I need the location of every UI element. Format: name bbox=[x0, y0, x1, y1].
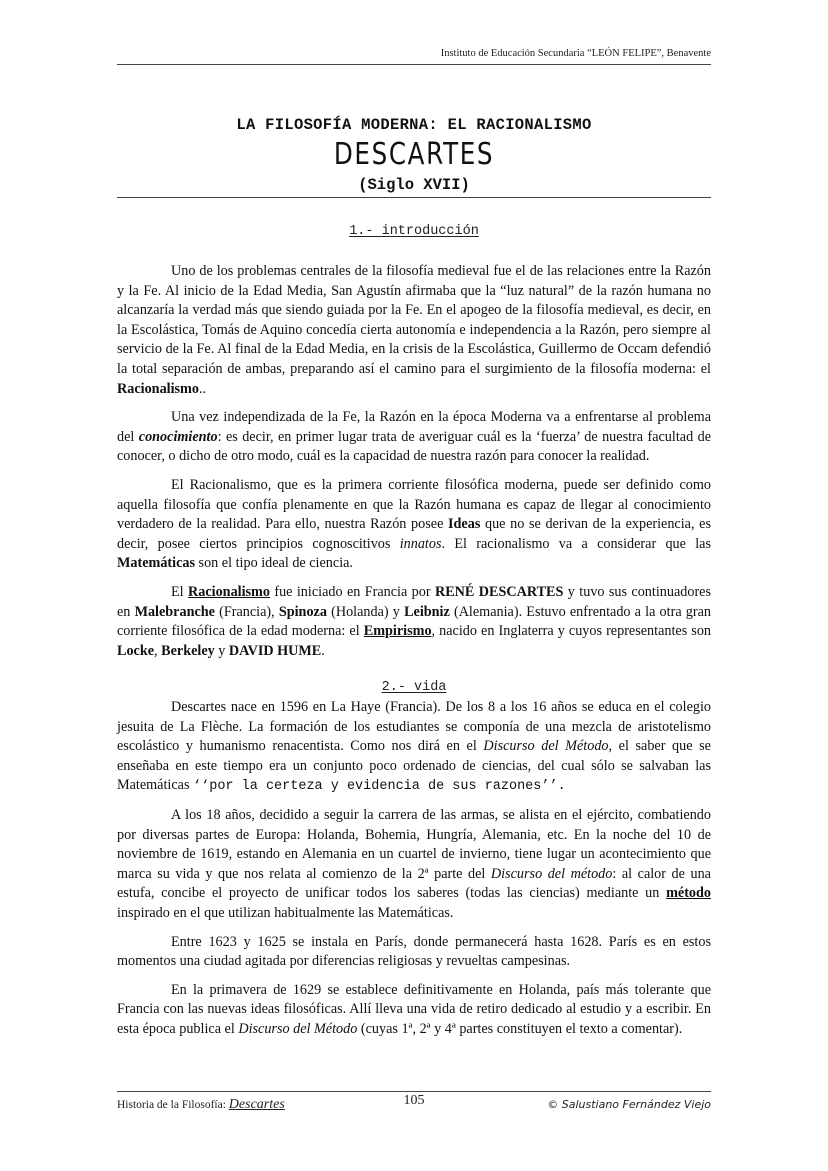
header-divider bbox=[117, 64, 711, 65]
paragraph: Entre 1623 y 1625 se instala en París, donde permanecerá hasta 1628. París es en estos momentos una ciudad agitada por diferencias religiosas y revueltas campesinas. bbox=[117, 933, 711, 970]
section-heading-text: 2.- vida bbox=[381, 680, 447, 695]
section-heading-vida bbox=[117, 680, 711, 695]
paragraph: Uno de los problemas centrales de la filosofía medieval fue el de las relaciones entre la Razón y la Fe. Al inicio de la Edad Media, San Agustín afirmaba que la “luz natural” de la razón humana no alcanzaría la verdad más que siendo guiada por la Fe. En el apogeo de la filosofía medieval, es decir, en la Escolástica, Tomás de Aquino concedía cierta autonomía e independencia a la Razón, pero siempre al servicio de la Fe. Al final de la Edad Media, en la crisis de la Escolástica, Guillermo de Occam defendió la total separación de ambas, preparando así el camino para el surgimiento de la filosofía moderna: el Racionalismo.. bbox=[117, 263, 711, 397]
supertitle: LA FILOSOFÍA MODERNA: EL RACIONALISMO bbox=[236, 116, 592, 134]
footer-divider bbox=[117, 1091, 711, 1092]
footer-topic: Descartes bbox=[228, 1097, 285, 1112]
section-heading-text: 1.- introducción bbox=[349, 224, 479, 239]
paragraph: Descartes nace en 1596 en La Haye (Francia). De los 8 a los 16 años se educa en el colegio jesuita de La Flèche. La formación de los estudiantes se componía de una mezcla de aristotelismo escolástico y humanismo renacentista. Como nos dirá en el Discurso del Método, el saber que se enseñaba en este tiempo era un conjunto poco ordenado de ciencias, del cual sólo se salvaban las Matemáticas ‘‘por la certeza y evidencia de sus razones’’. bbox=[117, 699, 711, 795]
page-footer bbox=[117, 1094, 711, 1114]
running-header: Instituto de Educación Secundaria “LEÓN FELIPE”, Benavente bbox=[440, 48, 711, 59]
footer-course: Historia de la Filosofía: Descartes bbox=[117, 1097, 285, 1112]
footer-copyright: © Salustiano Fernández Viejo bbox=[547, 1098, 711, 1111]
paragraph: El Racionalismo fue iniciado en Francia por RENÉ DESCARTES y tuvo sus continuadores en Malebranche (Francia), Spinoza (Holanda) y Leibniz (Alemania). Estuvo enfrentado a la otra gran corriente filosófica de la edad moderna: el Empirismo, nacido en Inglaterra y cuyos representantes son Locke, Berkeley y DAVID HUME. bbox=[117, 583, 712, 659]
subtitle: (Siglo XVII) bbox=[358, 176, 470, 194]
page-number: 105 bbox=[403, 1093, 425, 1108]
paragraph: El Racionalismo, que es la primera corriente filosófica moderna, puede ser definido como aquella filosofía que confía plenamente en que la Razón humana es capaz de llegar al conocimiento verdadero de la realidad. Para ello, nuestra Razón posee Ideas que no se derivan de la experiencia, es decir, posee ciertos principios cognoscitivos innatos. El racionalismo va a considerar que las Matemáticas son el tipo ideal de ciencia. bbox=[117, 476, 711, 572]
title-block bbox=[117, 115, 711, 195]
section-vida-body bbox=[117, 698, 711, 1049]
paragraph: Una vez independizada de la Fe, la Razón en la época Moderna va a enfrentarse al problema del conocimiento: es decir, en primer lugar trata de averiguar cuál es la ‘fuerza’ de nuestra facultad de conocer, o dicho de otro modo, cuál es la capacidad de nuestra razón para conocer la realidad. bbox=[117, 409, 711, 465]
title-divider bbox=[117, 197, 711, 198]
section-introduccion-body bbox=[117, 262, 711, 670]
section-heading-introduccion bbox=[117, 224, 711, 239]
paragraph: A los 18 años, decidido a seguir la carrera de las armas, se alista en el ejército, combatiendo por diversas partes de Europa: Holanda, Bohemia, Hungría, Alemania, etc. En la noche del 10 de noviembre de 1619, estando en Alemania en un cuartel de invierno, tiene lugar un acontecimiento que marca su vida y que nos relata al comienzo de la 2ª parte del Discurso del método: al calor de una estufa, concibe el proyecto de unificar todos los saberes (todas las ciencias) mediante un método inspirado en el que utilizan habitualmente las Matemáticas. bbox=[117, 806, 711, 921]
page-title: DESCARTES bbox=[333, 137, 495, 172]
paragraph: En la primavera de 1629 se establece definitivamente en Holanda, país más tolerante que Francia con las nuevas ideas filosóficas. Allí lleva una vida de retiro dedicado al estudio y a escribir. En esta época publica el Discurso del Método (cuyas 1ª, 2ª y 4ª partes constituyen el texto a comentar). bbox=[117, 981, 711, 1037]
